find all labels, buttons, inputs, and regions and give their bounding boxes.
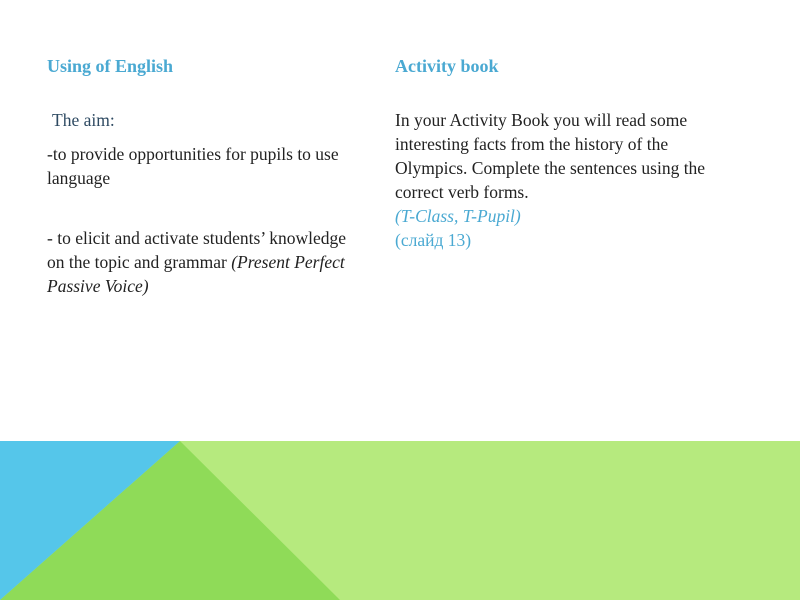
aim-label: The aim: xyxy=(52,110,115,130)
decorative-bottom-band xyxy=(0,441,800,600)
aim-point-2-grammar: (Present Perfect Passive Voice) xyxy=(47,252,345,296)
slide-reference: (слайд 13) xyxy=(395,230,472,250)
left-heading: Using of English xyxy=(47,56,174,76)
aim-point-2 xyxy=(47,226,347,298)
aim-point-2-text: - to elicit and activate students’ knowledge on the topic and grammar xyxy=(47,228,347,272)
right-column xyxy=(395,54,725,252)
activity-description: In your Activity Book you will read some interesting facts from the history of the Olympics. Complete the sentences using the correct verb forms. xyxy=(395,110,706,202)
interaction-mode: (T-Class, T-Pupil) xyxy=(395,206,521,226)
left-column xyxy=(47,54,347,298)
aim-point-1: -to provide opportunities for pupils to use language xyxy=(47,144,339,188)
right-heading: Activity book xyxy=(395,56,499,76)
